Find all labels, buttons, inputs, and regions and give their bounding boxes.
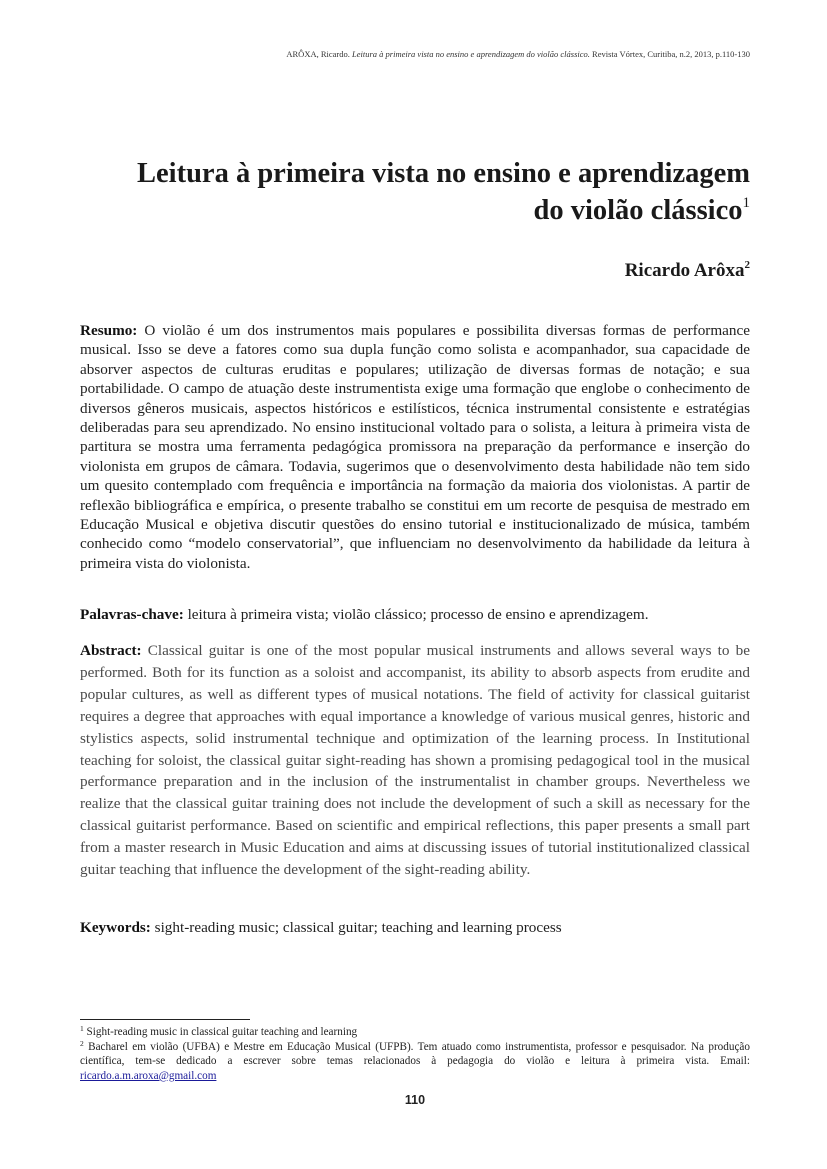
title-footnote-mark[interactable]: 1 [742, 195, 750, 211]
citation-suffix: Revista Vórtex, Curitiba, n.2, 2013, p.110-130 [589, 49, 750, 59]
resumo-text: O violão é um dos instrumentos mais populares e possibilita diversas formas de performance musical. Isso se deve a fatores como sua dupla função como solista e acompanhador, sua capacidade de absorver aspectos de culturas eruditas e populares; utilização de diversas formas de notação; e sua portabilidade. O campo de atuação deste instrumentista exige uma formação que englobe o conhecimento de diversos gêneros musicais, aspectos históricos e estilísticos, técnica instrumental consistente e estratégias deliberadas para seu aprendizado. No ensino institucional voltado para o solista, a leitura à primeira vista de partitura se mostra uma ferramenta pedagógica promissora na preparação da performance e inserção do violonista em grupos de câmara. Todavia, sugerimos que o desenvolvimento desta habilidade não tem sido um quesito contemplado com frequência e importância na formação da maioria dos violonistas. A partir de reflexão bibliográfica e empírica, o presente trabalho se constitui em um recorte de pesquisa de mestrado em Educação Musical e objetiva discutir questões do ensino tutorial e institucionalizado de música, também conhecido como “modelo conservatorial”, que influenciam no desenvolvimento da habilidade da leitura à primeira vista do violonista. [80, 322, 750, 572]
abstract-text: Classical guitar is one of the most popular musical instruments and allows several ways to be performed. Both for its function as a soloist and accompanist, its ability to absorb aspects from erudite and popular cultures, as well as different types of musical notations. The field of activity for classical guitarist requires a degree that approaches with equal importance a knowledge of various musical genres, historic and stylistics aspects, solid instrumental technique and optimization of the learning process. In Institutional teaching for soloist, the classical guitar sight-reading has shown a promising pedagogical tool in the musical performance preparation and in the inclusion of the instrumentalist in chamber groups. Nevertheless we realize that the classical guitar training does not include the development of such a skill as necessary for the classical guitarist performance. Based on scientific and empirical reflections, this paper presents a small part from a master research in Music Education and aims at discussing issues of tutorial institutionalized classical guitar teaching that influence the development of the sight-reading ability. [80, 642, 750, 879]
author-email-link[interactable]: ricardo.a.m.aroxa@gmail.com [80, 1069, 217, 1082]
author-footnote-mark[interactable]: 2 [744, 259, 750, 271]
title-line-1: Leitura à primeira vista no ensino e aprendizagem [137, 158, 750, 189]
running-header [80, 49, 750, 59]
footnote-1 [80, 1025, 750, 1040]
citation-title: Leitura à primeira vista no ensino e aprendizagem do violão clássico. [352, 49, 590, 59]
footnote-1-mark: 1 [80, 1024, 84, 1033]
palavras-chave-text: leitura à primeira vista; violão clássico; processo de ensino e aprendizagem. [183, 606, 649, 623]
palavras-chave-label: Palavras-chave: [80, 606, 184, 623]
footnote-2-text: Bacharel em violão (UFBA) e Mestre em Educação Musical (UFPB). Tem atuado como instrumentista, professor e pesquisador. Na produção científica, tem-se dedicado a escrever sobre temas relacionados à pedagogia do violão e leitura à primeira vista. Email: [80, 1040, 750, 1068]
author-line [80, 260, 750, 282]
footnote-2-mark: 2 [80, 1038, 84, 1048]
abstract-label: Abstract: [80, 642, 142, 659]
footnote-2 [80, 1040, 750, 1084]
resumo-label: Resumo: [80, 322, 138, 339]
title-line-2: do violão clássico [533, 195, 743, 226]
footnotes [80, 1025, 750, 1083]
footnote-1-text: Sight-reading music in classical guitar teaching and learning [83, 1026, 358, 1038]
keywords-paragraph [80, 918, 750, 937]
page-number: 110 [404, 1093, 426, 1107]
footnote-divider [80, 1019, 250, 1020]
author-name: Ricardo Arôxa [624, 260, 745, 281]
abstract-paragraph [80, 640, 750, 881]
paper-title [80, 155, 750, 229]
palavras-chave-paragraph [80, 605, 750, 624]
citation-prefix: ARÔXA, Ricardo. [286, 49, 353, 59]
keywords-label: Keywords: [80, 919, 151, 936]
keywords-text: sight-reading music; classical guitar; teaching and learning process [150, 919, 562, 936]
resumo-paragraph [80, 321, 750, 573]
